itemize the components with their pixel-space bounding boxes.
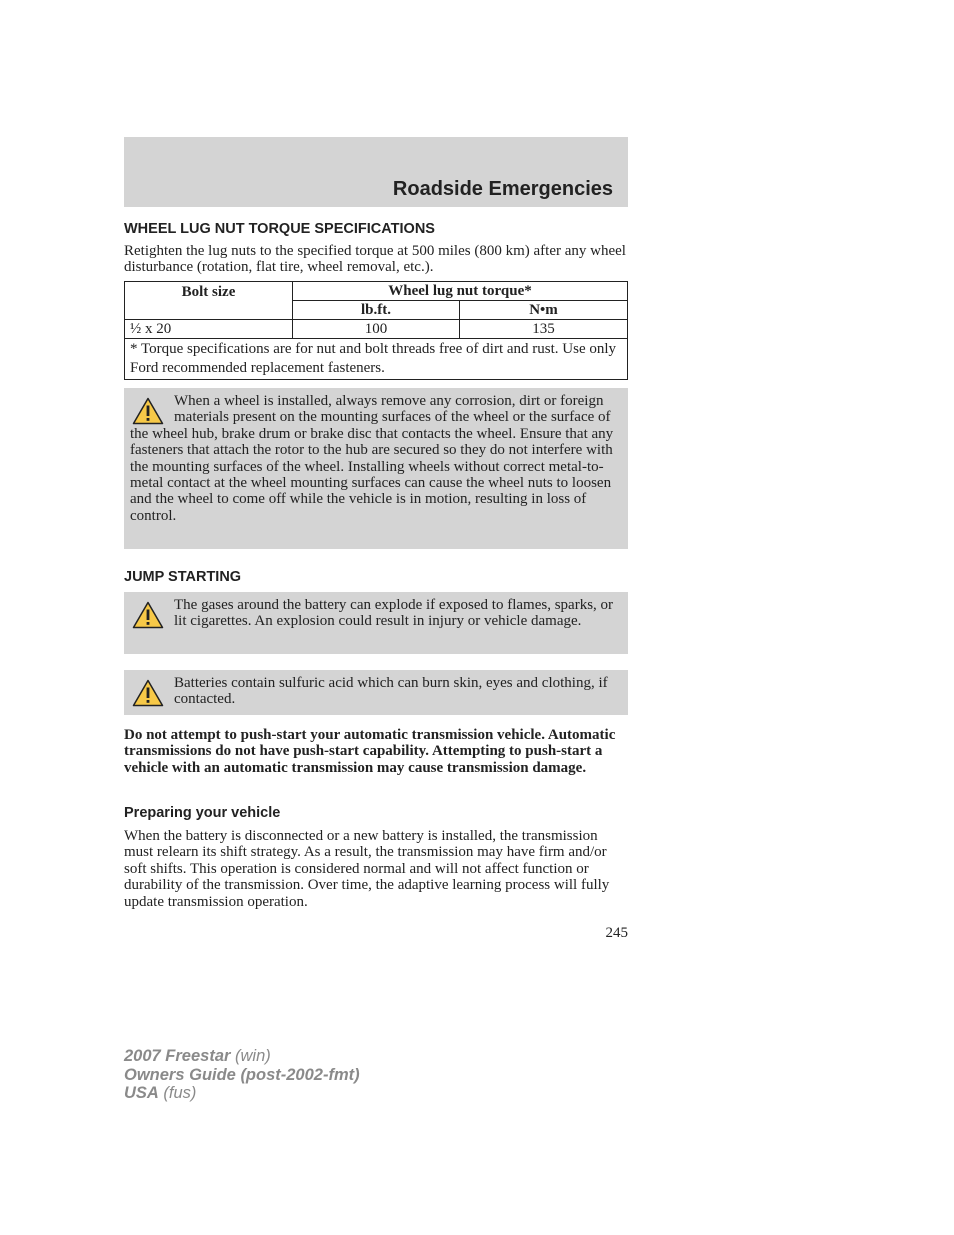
cell-bolt: ½ x 20 <box>125 320 293 339</box>
footer-market-code: (fus) <box>158 1084 197 1102</box>
torque-table <box>124 281 628 380</box>
battery-acid-warning-box <box>124 670 628 715</box>
header-torque: Wheel lug nut torque* <box>293 282 628 301</box>
wheel-warning-box <box>124 388 628 549</box>
footer-guide: Owners Guide (post-2002-fmt) <box>124 1065 360 1084</box>
footer <box>124 1047 360 1103</box>
footer-market: USA <box>124 1084 159 1102</box>
push-start-note: Do not attempt to push-start your automatic transmission vehicle. Automatic transmissions do not have push-start capability. Attempting to push-start a vehicle with an automatic transmission may cause transmission damage. <box>124 727 616 776</box>
battery-explosion-warning-text: The gases around the battery can explode if exposed to flames, sparks, or lit cigarettes. An explosion could result in injury or vehicle damage. <box>174 597 614 630</box>
warning-triangle-icon <box>132 601 164 629</box>
wheel-warning-text: When a wheel is installed, always remove any corrosion, dirt or foreign materials present on the mounting surfaces of the wheel or the surface of the wheel hub, brake drum or brake disc that contacts the wheel. Ensure that any fasteners that attach the rotor to the hub are secured so they do not interfere with the mounting surfaces of the wheel. Installing wheels without correct metal-to-metal contact at the wheel mounting surfaces can cause the wheel nuts to loosen and the wheel to come off while the vehicle is in motion, resulting in loss of control. <box>130 393 614 524</box>
header-unit-nm: N•m <box>460 301 628 320</box>
section-title: Roadside Emergencies <box>392 178 613 200</box>
battery-explosion-warning-box <box>124 592 628 654</box>
warning-triangle-icon <box>132 679 164 707</box>
page-number: 245 <box>605 925 628 941</box>
footer-line-2 <box>124 1066 360 1085</box>
header-bolt-size: Bolt size <box>125 282 293 320</box>
header-band <box>124 137 628 207</box>
cell-nm: 135 <box>460 320 628 339</box>
header-unit-lbft: lb.ft. <box>293 301 460 320</box>
battery-acid-warning-text: Batteries contain sulfuric acid which can burn skin, eyes and clothing, if contacted. <box>174 675 608 708</box>
preparing-subheading: Preparing your vehicle <box>124 805 281 821</box>
jump-heading: JUMP STARTING <box>124 569 242 585</box>
preparing-body: When the battery is disconnected or a new battery is installed, the transmission must relearn its shift strategy. As a result, the transmission may have firm and/or soft shifts. This operation is considered normal and will not affect function or durability of the transmission. Over time, the adaptive learning process will fully update transmission operation. <box>124 828 610 910</box>
cell-lbft: 100 <box>293 320 460 339</box>
table-footnote: * Torque specifications are for nut and bolt threads free of dirt and rust. Use only Ford recommended replacement fasteners. <box>125 339 628 380</box>
torque-intro: Retighten the lug nuts to the specified torque at 500 miles (800 km) after any wheel disturbance (rotation, flat tire, wheel removal, etc.). <box>124 243 626 276</box>
torque-heading: WHEEL LUG NUT TORQUE SPECIFICATIONS <box>124 221 435 237</box>
footer-line-3 <box>124 1084 360 1103</box>
warning-triangle-icon <box>132 397 164 425</box>
footer-line-1 <box>124 1047 360 1066</box>
footer-model: 2007 Freestar <box>124 1047 231 1065</box>
footer-model-code: (win) <box>230 1047 271 1065</box>
table-row <box>125 320 628 339</box>
